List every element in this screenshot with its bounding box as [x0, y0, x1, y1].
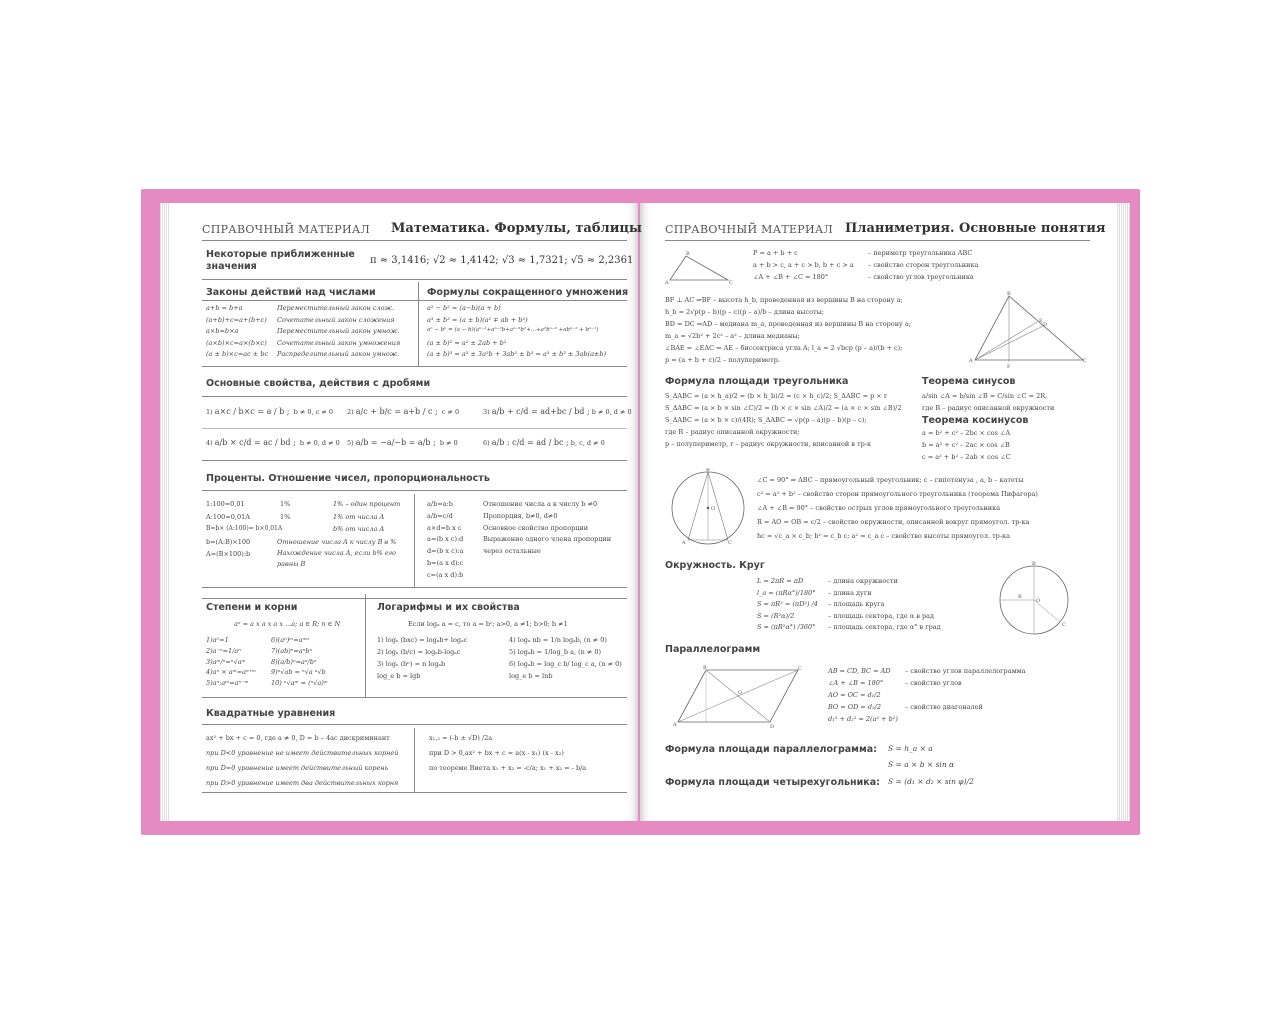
area-lines	[665, 392, 902, 452]
para-desc-line: – свойство диагоналей	[905, 703, 983, 711]
para-area-formulas	[888, 744, 954, 776]
approx-values: π ≈ 3,1416; √2 ≈ 1,4142; √3 ≈ 1,7321; √5 ≈ 2,2361	[370, 255, 634, 266]
divider	[202, 279, 627, 280]
cosines-lines	[922, 429, 1011, 465]
proportion-formula: a/b=c/d	[427, 511, 453, 520]
svg-text:A: A	[682, 540, 686, 546]
divider	[202, 366, 627, 367]
circle-formula: l_a = (πRα°)/180°	[757, 588, 816, 597]
proportion-formula: a/b=a:b	[427, 500, 453, 508]
right-page-edge	[1116, 203, 1130, 821]
logs-col-1	[377, 636, 467, 684]
area-line: S_ΔABC = (a × b × sin ∠C)/2 = (b × c × sin ∠A)/2 = (a × c × sin ∠B)/2	[665, 404, 902, 412]
fraction-expr: a×c / b×c = a / b ;	[214, 407, 290, 416]
powers-def: aⁿ = a x a x a x ...a; a ∈ R; n ∈ N	[234, 620, 341, 628]
fraction-number: 2)	[347, 408, 354, 416]
log-rule: 1) logₐ (bxc) = logₐb+ logₐc	[377, 636, 468, 644]
percent-value: 1%	[280, 512, 291, 521]
fraction-number: 5)	[347, 439, 354, 447]
cosines-line: b = a² + c² – 2ac × cos ∠B	[922, 441, 1010, 449]
triangle-line: p = (a + b + c)/2 – полупериметр.	[665, 356, 780, 364]
svg-text:B: B	[686, 251, 690, 257]
svg-text:D: D	[1043, 322, 1048, 328]
para-formula: ∠A + ∠B = 180°	[828, 679, 884, 687]
triangle-basic-formulas	[753, 249, 854, 285]
circle-formula: L = 2πR = πD	[757, 577, 804, 585]
cosines-line: a = b² + c² – 2bc × cos ∠A	[922, 429, 1011, 437]
quad-right	[429, 734, 586, 779]
triangle-diagram	[664, 250, 738, 286]
svg-text:A: A	[665, 280, 669, 286]
percent-formula: 1:100=0,01	[206, 500, 245, 508]
log-rule: 3) logₐ (bⁿ) = n logₐb	[377, 660, 446, 668]
triangle-formula: ∠A + ∠B + ∠C = 180°	[753, 273, 829, 281]
divider	[202, 300, 627, 301]
right-triangle-line: hc = √c_a × c_b; b² = c_b c; a² = c_a c – свойство высоты прямоугол. тр-ка	[757, 532, 1010, 540]
svg-text:B: B	[703, 665, 707, 671]
fraction-number: 6)	[483, 439, 490, 447]
fraction-item	[347, 407, 459, 416]
para-formula: d₁² + d₂² = 2(a² + b²)	[828, 715, 898, 723]
svg-text:O: O	[711, 506, 716, 512]
divider	[202, 792, 627, 793]
proportion-col-1	[427, 500, 463, 583]
quad-left	[206, 734, 398, 794]
abbr-formula: (a ± b)² = a² ± 2ab + b²	[427, 338, 507, 347]
log-def: Если logₐ a = c, то a = bᶜ; a>0, a ≠1; b>0; b ≠1	[408, 620, 568, 628]
sines-lines	[922, 392, 1054, 416]
para-desc-line: – свойство углов параллелограмма	[905, 667, 1026, 675]
law-formula: (a ± b)×c=ac ± bc	[206, 350, 269, 358]
right-triangle-line: ∠A + ∠B = 90° – свойство острых углов прямоугольного треугольника	[757, 504, 1001, 512]
proportion-desc: Основное свойство пропорции	[483, 523, 589, 532]
divider	[202, 598, 627, 599]
log-rule: log_e b = lgb	[377, 672, 421, 680]
proportion-formula: c=(a x d):b	[427, 570, 464, 579]
fraction-item	[347, 438, 458, 447]
triangle-line: h_b = 2√p(p – b)(p – c)(p – a)/b – длина высоты;	[665, 308, 824, 316]
percent-formula: b=(A:B)×100	[206, 537, 251, 546]
percent-desc: равны B	[277, 560, 306, 568]
percent-col-3b	[277, 538, 396, 571]
quad-line: при D > 0,ax² + bx + c = a(x - x₁) (x - x₂)	[429, 749, 564, 757]
left-page-edge	[160, 203, 170, 821]
area-line: S_ΔABC = (a × b × c)/(4R); S_ΔABC = √p(p – a)(p – b)(p – c);	[665, 416, 867, 424]
circle-desc	[828, 577, 941, 635]
column-divider	[365, 594, 366, 698]
para-desc	[905, 667, 1026, 715]
powers-title: Степени и корни	[206, 602, 298, 613]
fraction-item	[206, 407, 333, 416]
parallelogram-diagram	[672, 664, 807, 730]
fraction-cond: b, c, d ≠ 0	[570, 439, 605, 447]
circle-formula: S = (R²α)/2	[757, 611, 795, 620]
fraction-item	[483, 407, 632, 416]
percent-desc: Нахождение числа A, если b% его	[277, 549, 396, 557]
column-divider	[414, 494, 415, 587]
log-rule: 2) logₐ (b/c) = logₐb-logₐc	[377, 648, 461, 656]
log-rule: log_e b = lnb	[509, 672, 553, 680]
svg-text:F: F	[1007, 364, 1011, 370]
circle-desc-line: – площадь сектора, где α в рад	[828, 611, 934, 620]
powers-col-1	[206, 636, 256, 690]
sines-line: a/sin ∠A = b/sin ∠B = C/sin ∠C = 2R,	[922, 392, 1048, 400]
left-header-small: СПРАВОЧНЫЙ МАТЕРИАЛ	[202, 223, 371, 236]
percent-value: 1%	[280, 500, 291, 508]
fraction-item	[483, 438, 605, 447]
triangle-line: BF ⊥ AC ⇒BF – высота h_b, проведенная из вершины B на сторону a;	[665, 296, 903, 304]
fraction-expr: a/c + b/c = a+b / c ;	[355, 407, 438, 416]
svg-text:B: B	[706, 468, 710, 473]
quad-line: при D<0 уравнение не имеет действительных корней	[206, 749, 399, 757]
fraction-number: 4)	[206, 439, 213, 447]
proportion-desc: Выражение одного члена пропорции	[483, 535, 612, 544]
power-rule: 1)a⁰=1	[206, 636, 229, 644]
proportion-formula: d=(b x c):a	[427, 547, 464, 556]
right-triangle-line: R = AO = OB = c/2 – свойство окружности, описанной вокруг прямоугол. тр-ка	[757, 518, 1030, 526]
circle-formula: S = πR² = (πD²) /4	[757, 600, 818, 608]
laws-list	[206, 304, 268, 362]
triangle-desc: – свойство сторон треугольника	[868, 261, 979, 269]
power-rule: 9)ⁿ√ab = ⁿ√a ⁿ√b	[271, 668, 326, 677]
approx-title: Некоторые приближенные	[206, 249, 355, 260]
column-divider	[414, 728, 415, 792]
area-line: S_ΔABC = (a × h_a)/2 = (b × h_b)/2 = (c × h_c)/2; S_ΔABC = p × r	[665, 392, 887, 400]
fraction-expr: a/b : c/d = ad / bc ;	[491, 438, 569, 447]
proportion-formula: a=(b x c):d	[427, 535, 464, 544]
sines-line: где R – радиус описанной окружности	[922, 404, 1055, 412]
divider	[202, 428, 627, 429]
quad-area-formula: S = (d₁ × d₂ × sin φ)/2	[888, 777, 974, 786]
proportion-desc: Отношение числа a к числу b ≠0	[483, 500, 598, 508]
power-rule: 3)aᵐ/ⁿ=ⁿ√aᵐ	[206, 657, 246, 666]
law-formula: a×b=b×a	[206, 327, 239, 335]
circle-formulas	[757, 577, 818, 635]
svg-text:E: E	[1039, 318, 1043, 324]
log-rule: 5) logₐb = 1/log_b a, (n ≠ 0)	[509, 648, 602, 656]
fraction-cond: b ≠ 0, c ≠ 0	[293, 408, 334, 416]
percent-desc: b% от числа A	[333, 525, 385, 533]
triangle-desc: – свойство углов треугольника	[868, 273, 974, 281]
logs-col-2	[509, 636, 622, 684]
divider	[202, 490, 627, 491]
column-divider	[418, 282, 419, 366]
percent-desc: 1% от числа A	[333, 512, 385, 521]
fraction-expr: a/b × c/d = ac / bd ;	[214, 438, 296, 447]
svg-text:D: D	[770, 724, 775, 730]
para-formula: AB = CD, BC = AD	[828, 667, 891, 675]
quad-line: при D>0 уравнение имеет два действительных корня	[206, 779, 399, 787]
laws-title: Законы действий над числами	[206, 287, 376, 298]
right-triangle-line: c² = a² + b² – свойство сторон прямоугольного треугольника (теорема Пифагора)	[757, 490, 1038, 498]
area-line: p – полупериметр, r – радиус окружности, вписанной в тр-к	[665, 440, 872, 448]
fraction-cond: b ≠ 0, d ≠ 0	[591, 408, 632, 416]
triangle-formula: a + b > c, a + c > b, b + c > a	[753, 261, 854, 269]
abbr-title: Формулы сокращенного умножения	[427, 287, 629, 298]
divider	[665, 240, 1090, 241]
power-rule: 4)aⁿ × aᵐ=aⁿ⁺ᵐ	[206, 668, 256, 677]
quad-line: x₁,₂ = (-b ± √D) /2a	[429, 734, 493, 742]
proportion-formula: a×d=b x c	[427, 523, 462, 532]
svg-text:A: A	[969, 358, 973, 364]
svg-text:C: C	[1062, 622, 1066, 628]
fraction-cond: b ≠ 0	[439, 439, 458, 447]
svg-text:C: C	[1083, 358, 1087, 364]
power-rule: 8)(a/b)ⁿ=aⁿ/bⁿ	[271, 657, 317, 666]
percent-title: Проценты. Отношение чисел, пропорциональность	[206, 473, 490, 484]
log-rule: 6) logₐb = log_c b/ log_c a, (n ≠ 0)	[509, 660, 622, 668]
law-formula: a+b = b+a	[206, 304, 243, 312]
law-name: Переместительный закон умнож.	[277, 327, 400, 335]
law-name: Распределительный закон умнож.	[277, 350, 400, 358]
circle-diagram	[996, 560, 1076, 640]
quad-area-title: Формула площади четырехугольника:	[665, 777, 880, 788]
law-formula: (a+b)+c=a+(b+c)	[206, 315, 267, 324]
circle-desc-line: – длина окружности	[828, 577, 898, 585]
right-header-title: Планиметрия. Основные понятия	[845, 221, 1106, 236]
svg-text:C: C	[798, 666, 802, 672]
para-formulas	[828, 667, 898, 727]
divider	[202, 587, 627, 588]
svg-text:R: R	[1018, 594, 1022, 600]
abbr-formula: a³ ± b³ = (a ± b)(a² ∓ ab + b²)	[427, 315, 528, 324]
fraction-expr: a/b = −a/−b = a/b ;	[355, 438, 436, 447]
para-area-title: Формула площади параллелограмма:	[665, 744, 877, 755]
para-area-formula: S = h_a × a	[888, 744, 933, 753]
divider	[202, 697, 627, 698]
quad-title: Квадратные уравнения	[206, 708, 336, 719]
fraction-expr: a/b + c/d = ad+bc / bd ;	[491, 407, 590, 416]
abbr-list	[427, 304, 606, 362]
area-line: где R – радиус описанной окружности;	[665, 428, 800, 436]
triangle-desc: – периметр треугольника ABC	[868, 249, 973, 257]
log-title: Логарифмы и их свойства	[377, 602, 520, 613]
fractions-title: Основные свойства, действия с дробями	[206, 378, 431, 389]
right-header-small: СПРАВОЧНЫЙ МАТЕРИАЛ	[665, 223, 834, 236]
power-rule: 10) ⁿ√aᵐ = (ⁿ√a)ᵐ	[271, 679, 328, 688]
fraction-item	[206, 438, 340, 447]
percent-col-1	[206, 500, 282, 563]
triangle-line: ∠BAE = ∠EAC ⇒ AE – биссектриса угла A; l_a = 2 √bcp (p – a)/(b + c);	[665, 344, 903, 352]
para-area-formula: S = a × b × sin α	[888, 760, 955, 769]
fraction-cond: b ≠ 0, d ≠ 0	[299, 439, 340, 447]
percent-formula: A=(B×100):b	[206, 550, 251, 558]
approx-title-2: значения	[206, 261, 257, 272]
svg-text:A: A	[673, 722, 677, 728]
cosines-title: Теорема косинусов	[922, 415, 1029, 426]
power-rule: 2)a⁻ⁿ=1/aⁿ	[206, 646, 241, 655]
proportion-desc: через остальные	[483, 547, 541, 556]
abbr-formula: (a ± b)³ = a³ ± 3a²b + 3ab² ± b³ = a³ ± b³ ± 3ab(a±b)	[427, 350, 607, 358]
inscribed-triangle-diagram	[668, 468, 748, 548]
sines-title: Теорема синусов	[922, 376, 1016, 387]
svg-text:C: C	[728, 540, 732, 546]
svg-text:C: C	[729, 280, 733, 286]
abbr-formula: a² − b² = (a−b)(a + b)	[427, 304, 501, 312]
divider	[202, 724, 627, 725]
proportion-formula: b=(a x d):c	[427, 558, 464, 567]
area-title: Формула площади треугольника	[665, 376, 849, 387]
log-rule: 4) logₐ nb = 1/n logₐb, (n ≠ 0)	[509, 636, 607, 644]
triangle-line: m_a = √2b² + 2c² – a² – длина медианы;	[665, 332, 800, 340]
proportion-desc: Пропорция, b≠0, d≠0	[483, 511, 558, 520]
para-desc-line	[905, 691, 1026, 703]
percent-formula: B=b× (A:100)= b×0,01A	[206, 525, 283, 532]
percent-desc: Отношение числа A к числу B в %	[277, 538, 397, 546]
triangle-lines	[665, 296, 911, 368]
proportion-col-2	[483, 500, 611, 559]
percent-formula: A:100=0,01A	[206, 512, 250, 521]
power-rule: 6)(aⁿ)ᵐ=aⁿᵐ	[271, 636, 310, 644]
fraction-cond: c ≠ 0	[441, 408, 460, 416]
power-rule: 5)aⁿ:aᵐ=aⁿ⁻ᵐ	[206, 679, 249, 688]
circle-desc-line: – площадь круга	[828, 600, 885, 608]
circle-desc-line: – длина дуги	[828, 588, 872, 597]
svg-text:B: B	[1007, 291, 1011, 297]
laws-names	[277, 304, 400, 362]
left-header-title: Математика. Формулы, таблицы	[391, 221, 642, 236]
para-formula: AO = OC = d₁/2	[828, 691, 881, 699]
svg-text:B: B	[1032, 561, 1036, 567]
para-formula: BO = OD = d₂/2	[828, 703, 882, 711]
triangle-formula: P = a + b + c	[753, 249, 798, 257]
right-triangle-lines	[757, 476, 1038, 546]
divider	[202, 396, 627, 397]
circle-title: Окружность. Круг	[665, 560, 765, 571]
law-name: Переместительный закон слож.	[277, 304, 394, 312]
percent-col-3	[333, 500, 400, 538]
para-title: Параллелограмм	[665, 644, 761, 655]
svg-text:O: O	[738, 690, 743, 696]
circle-desc-line: – площадь сектора, где α° в град	[828, 623, 941, 631]
triangle-line: BD = DC ⇒AD – медиана m_a, проведенная из вершины B на сторону a;	[665, 320, 912, 328]
divider	[202, 460, 627, 461]
percent-desc: 1% – один процент	[333, 500, 401, 508]
quad-line: ax² + bx + c = 0, где a ≠ 0, D = b – 4ac дискриминант	[206, 734, 390, 742]
law-name: Сочетательный закон сложения	[277, 315, 395, 324]
powers-col-2	[271, 636, 328, 690]
law-name: Сочетательный закон умножения	[277, 338, 401, 347]
svg-text:O: O	[1036, 598, 1041, 604]
triangle-basic-desc	[868, 249, 978, 285]
fraction-number: 3)	[483, 408, 490, 416]
quad-line: по теореме Виета x₁ + x₂ = -c/a; x₁ + x₂ = - b/a	[429, 764, 587, 772]
divider	[202, 240, 627, 241]
law-formula: (a×b)×c=a×(b×c)	[206, 338, 267, 347]
triangle-heights-diagram	[965, 290, 1090, 370]
cosines-line: c = a² + b² – 2ab × cos ∠C	[922, 453, 1011, 461]
percent-col-2	[280, 500, 290, 525]
para-desc-line: – свойство углов	[905, 679, 962, 687]
fraction-number: 1)	[206, 408, 213, 416]
circle-formula: S = (πR²α°) /360°	[757, 623, 816, 631]
quad-line: при D=0 уравнение имеет действительный корень	[206, 764, 389, 772]
abbr-formula: aⁿ − bⁿ = (a − b)(aⁿ⁻¹+aⁿ⁻²b+aⁿ⁻³b²+...+a²bⁿ⁻³ +abⁿ⁻² + bⁿ⁻¹)	[427, 327, 599, 333]
right-triangle-line: ∠C = 90° ⇒ ABC – прямоугольный треугольник; c – гипотенуза , a, b – катеты	[757, 476, 1024, 484]
power-rule: 7)(ab)ⁿ=aⁿbⁿ	[271, 646, 313, 655]
